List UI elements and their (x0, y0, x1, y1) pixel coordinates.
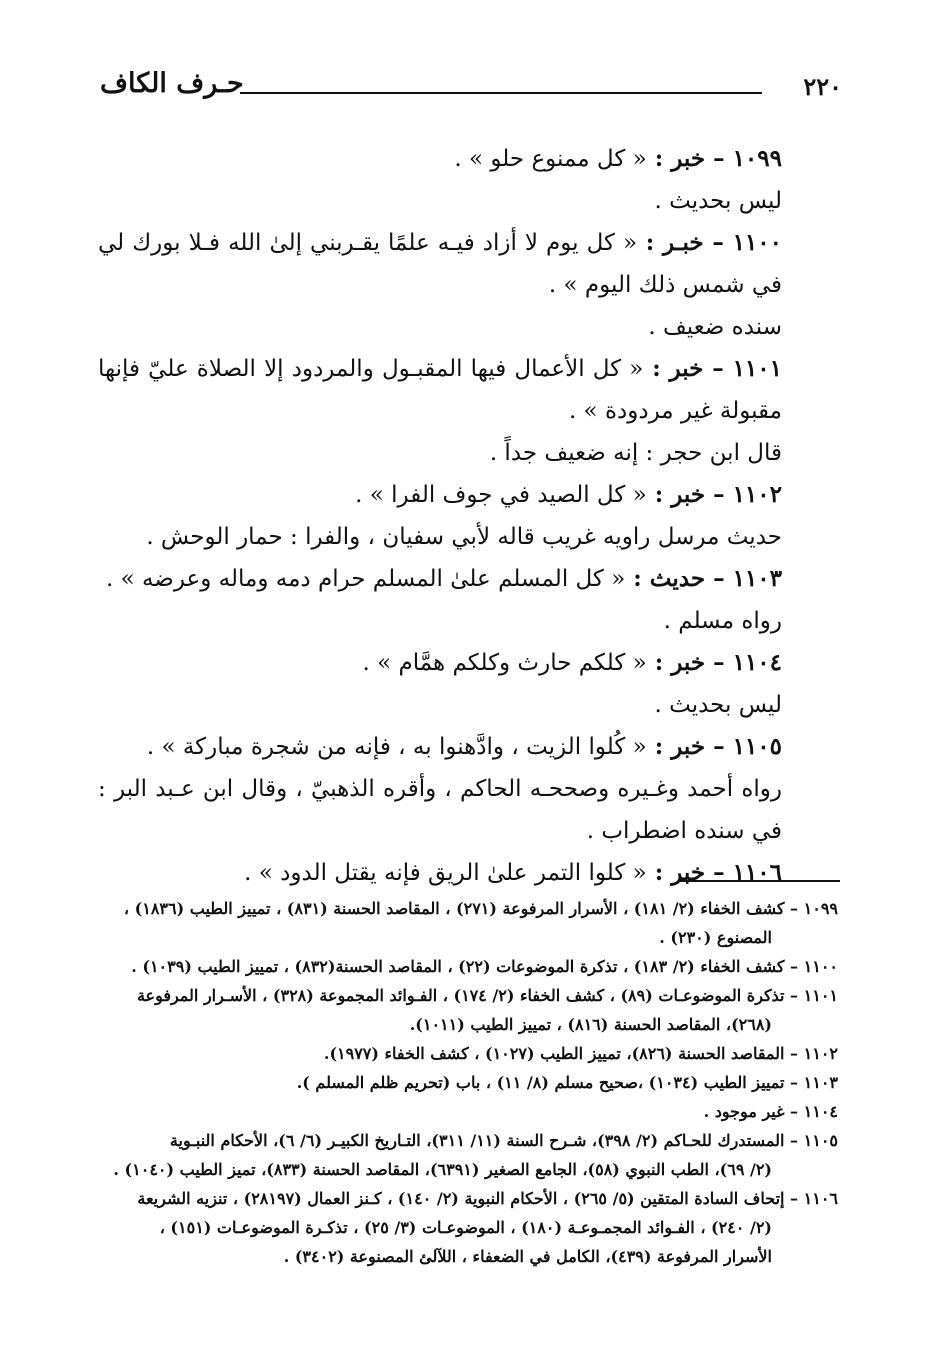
footnote-continuation: الأسرار المرفوعة (٤٣٩)، الكامل في الضعفاء ، اللآلئ المصنوعة (٣٤٠٢) . (283, 1247, 772, 1266)
entry-1102: ١١٠٢ – خبر : « كل الصيد في جوف الفرا » . (355, 481, 782, 508)
main-text (98, 138, 838, 894)
header-rule (240, 92, 762, 94)
footnote-continuation: المصنوع (٢٣٠) . (659, 928, 772, 947)
footnote-1106: ١١٠٦ – إتحاف السادة المتقين (٥/ ٢٦٥) ، الأحكام النبوية (٢/ ١٤٠) ، كـنز العمال (٢٨١٩٧) ، تنزيه الشريعة (137, 1189, 838, 1208)
entry-note: ليس بحديث . (654, 188, 782, 214)
entry-1099: ١٠٩٩ – خبر : « كل ممنوع حلو » . (454, 145, 782, 172)
entry-note: رواه أحمد وغـيره وصححـه الحاكم ، وأقره الذهبيّ ، وقال ابن عـبد البر : في سنده اضطراب . (98, 776, 782, 844)
footnote-continuation: (٢٦٨)، المقاصد الحسنة (٨١٦) ، تمييز الطيب (١٠١١). (409, 1015, 772, 1034)
entry-note: قال ابن حجر : إنه ضعيف جداً . (489, 440, 782, 466)
footnote-1102: ١١٠٢ – المقاصد الحسنة (٨٢٦)، تمييز الطيب (١٠٢٧) ، كشف الخفاء (١٩٧٧). (323, 1044, 838, 1063)
footnote-continuation: (٢/ ٦٩)، الطب النبوي (٥٨)، الجامع الصغير (٦٣٩١)، المقاصد الحسنة (٨٣٣)، تميز الطيب (١٠٤٠) . (113, 1160, 772, 1179)
entry-1105: ١١٠٥ – خبر : « كُلوا الزيت ، وادَّهنوا به ، فإنه من شجرة مباركة » . (146, 733, 782, 760)
footnote-1105: ١١٠٥ – المستدرك للحـاكم (٢/ ٣٩٨)، شـرح السنة (١١/ ٣١١)، التـاريخ الكبيـر (٦/ ٦)، الأحكام النبـوية (169, 1131, 838, 1150)
entry-note: حديث مرسل راويه غريب قاله لأبي سفيان ، والفرا : حمار الوحش . (146, 524, 782, 550)
entry-1106: ١١٠٦ – خبر : « كلوا التمر علىٰ الريق فإنه يقتل الدود » . (244, 859, 782, 886)
footnote-1101: ١١٠١ – تذكرة الموضوعـات (٨٩) ، كشف الخفاء (٢/ ١٧٤) ، الفـوائد المجموعة (٣٢٨) ، الأسـرار المرفوعة (136, 986, 838, 1005)
entry-1104: ١١٠٤ – خبر : « كلكم حارث وكلكم همَّام » . (362, 649, 782, 676)
footnote-continuation: (٢/ ٢٤٠) ، الفـوائد المجمـوعـة (١٨٠) ، الموضوعـات (٣/ ٢٥) ، تذكـرة الموضوعـات (١٥١) ، (159, 1218, 772, 1237)
page-header (100, 68, 842, 112)
entry-1100: ١١٠٠ – خبـر : « كل يوم لا أزاد فيـه علمًا يقـربني إلىٰ الله فـلا بورك لي في شمس ذلك اليوم » . (98, 229, 782, 298)
entry-note: رواه مسلم . (663, 608, 782, 634)
footnote-1099: ١٠٩٩ – كشف الخفاء (٢/ ١٨١) ، الأسرار المرفوعة (٢٧١) ، المقاصد الحسنة (٨٣١) ، تمييز الطيب (١٨٣٦) ، (123, 899, 838, 918)
entry-note: سنده ضعيف . (648, 314, 782, 340)
entry-1101: ١١٠١ – خبر : « كل الأعمال فيها المقبـول والمردود إلا الصلاة عليّ فإنها مقبولة غير مردودة » . (98, 355, 782, 424)
page-number: ٢٢٠ (803, 72, 842, 101)
chapter-title: حـرف الكاف (100, 68, 244, 99)
footnote-separator (680, 880, 840, 882)
entry-1103: ١١٠٣ – حديث : « كل المسلم علىٰ المسلم حرام دمه وماله وعرضه » . (105, 565, 782, 592)
entry-note: ليس بحديث . (654, 692, 782, 718)
footnotes (98, 894, 838, 1271)
footnote-1103: ١١٠٣ – تمييز الطيب (١٠٣٤) ،صحيح مسلم (٨/ ١١) ، باب (تحريم ظلم المسلم ). (296, 1073, 838, 1092)
footnote-1104: ١١٠٤ – غير موجود . (703, 1102, 838, 1121)
footnote-1100: ١١٠٠ – كشف الخفاء (٢/ ١٨٣) ، تذكرة الموضوعات (٢٢) ، المقاصد الحسنة(٨٣٢) ، تمييز الطيب (١٠٣٩) . (131, 957, 838, 976)
